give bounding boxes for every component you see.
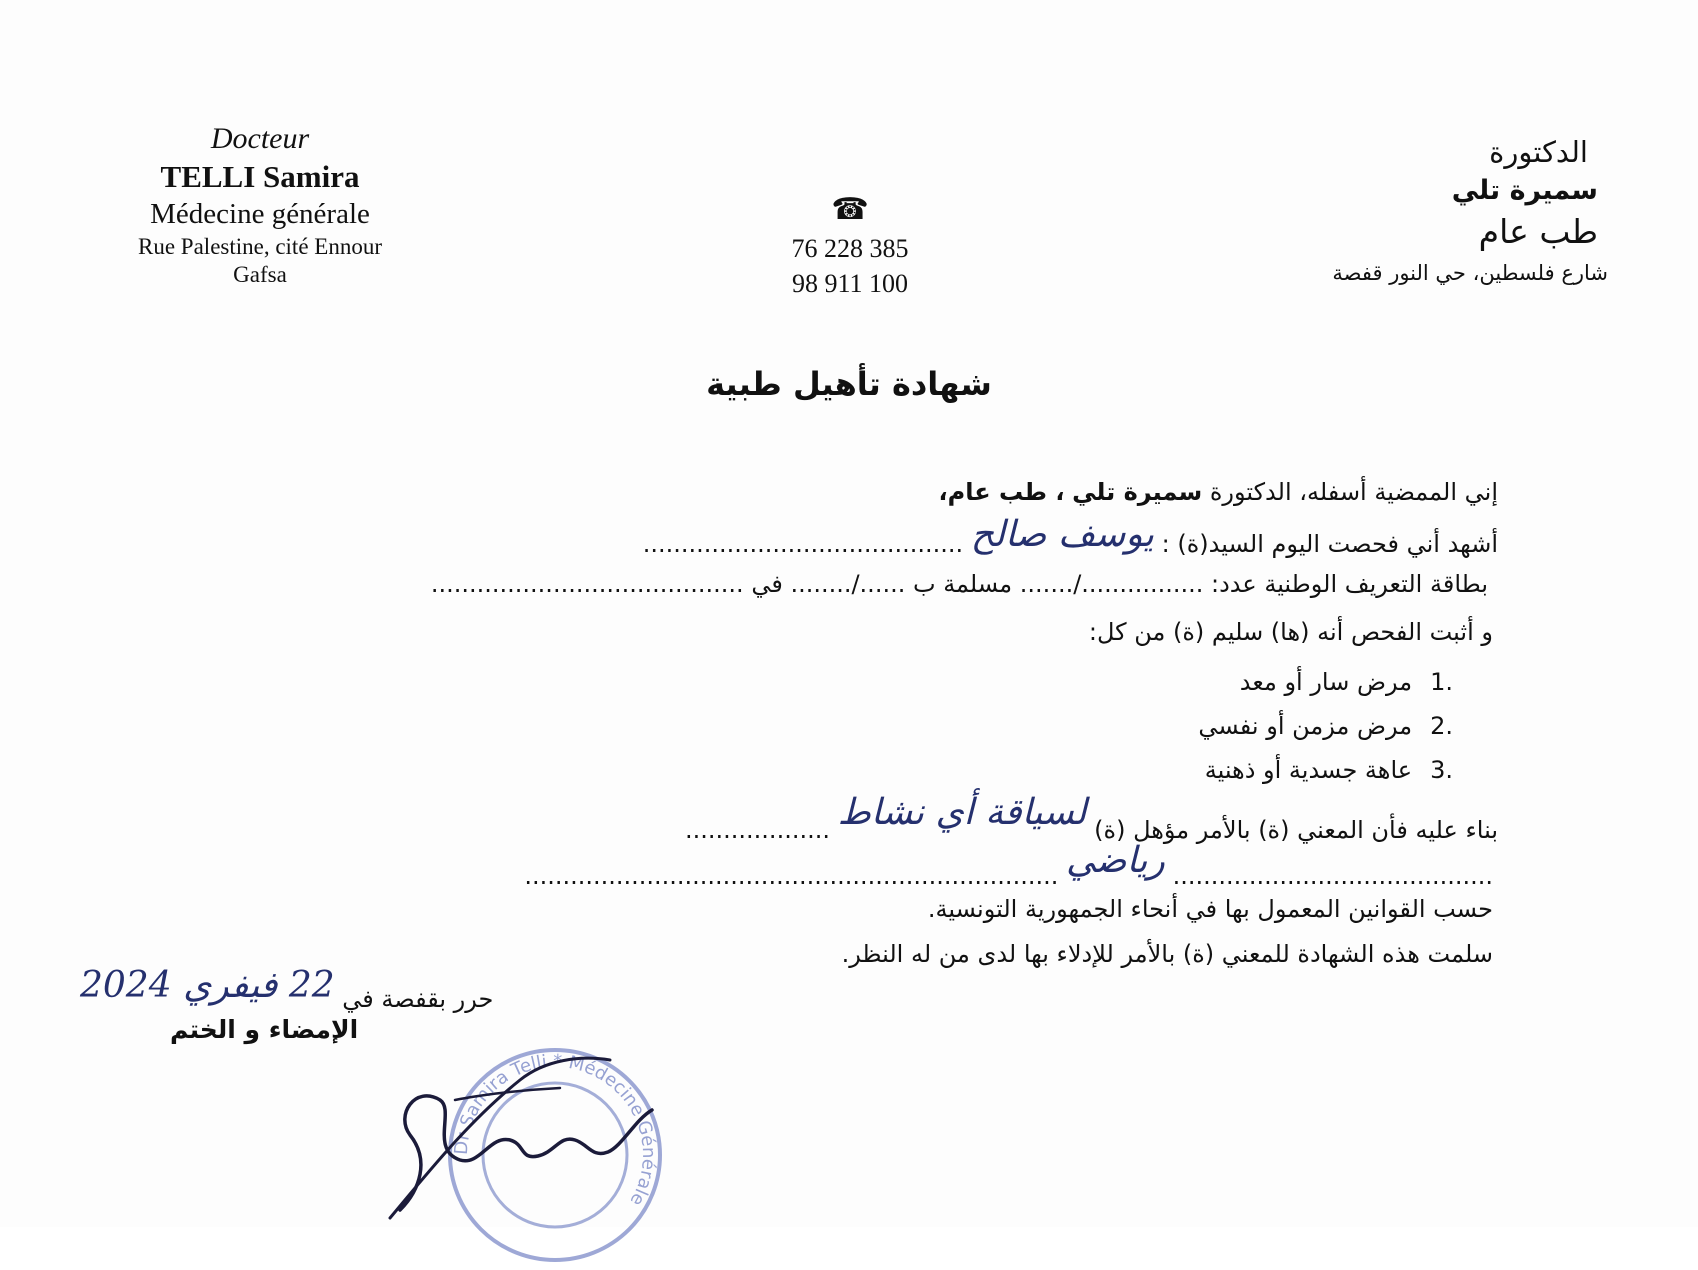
- handwritten-signature: [360, 1040, 660, 1220]
- doctor-specialty-fr: Médecine générale: [150, 198, 370, 231]
- qualification-continuation-line: [524, 840, 1493, 893]
- id-card-label: بطاقة التعريف الوطنية عدد:: [1211, 570, 1488, 598]
- doctor-header-french: [80, 120, 440, 290]
- qualification-text: بناء عليه فأن المعني (ة) بالأمر مؤهل (ة): [1094, 816, 1498, 844]
- dotted-fill: ..........................................: [1172, 862, 1493, 890]
- phone-number-2: 98 911 100: [791, 269, 909, 299]
- legal-reference-line: حسب القوانين المعمول بها في أنحاء الجمهورية التونسية.: [927, 895, 1493, 923]
- declaration-doctor-name: سميرة تلي: [1072, 478, 1203, 506]
- dotted-fill: ....../........: [790, 570, 906, 598]
- doctor-city-fr: Gafsa: [233, 262, 287, 288]
- phone-number-1: 76 228 385: [791, 234, 909, 263]
- examined-person-label: أشهد أني فحصت اليوم السيد(ة) :: [1161, 530, 1498, 558]
- doctor-title-ar: الدكتورة: [1489, 135, 1588, 169]
- telephone-icon: ☎: [831, 193, 869, 226]
- doctor-specialty-ar: طب عام: [1478, 212, 1598, 251]
- declaration-text: إني الممضية أسفله، الدكتورة: [1209, 478, 1498, 506]
- list-item: [1198, 712, 1453, 740]
- list-item-number: 1.: [1430, 668, 1453, 696]
- examined-person-line: [642, 514, 1498, 561]
- issued-on-label: في: [751, 570, 783, 598]
- signature-stamp-label: الإمضاء و الختم: [170, 1015, 359, 1044]
- doctor-name-ar: سميرة تلي: [1451, 175, 1598, 206]
- doctor-header-arabic: [1332, 135, 1608, 285]
- list-item: [1240, 668, 1453, 696]
- patient-name-handwritten: يوسف صالح: [970, 514, 1154, 555]
- list-item-text: عاهة جسدية أو ذهنية: [1204, 756, 1413, 784]
- dotted-fill: ..........................................: [642, 530, 964, 558]
- doctor-address-ar: شارع فلسطين، حي النور قفصة: [1332, 261, 1608, 285]
- list-item-text: مرض مزمن أو نفسي: [1198, 712, 1413, 740]
- certificate-title: شهادة تأهيل طبية: [706, 365, 992, 403]
- issued-at-label: مسلمة ب: [912, 570, 1013, 598]
- list-item-number: 3.: [1430, 756, 1453, 784]
- list-item-text: مرض سار أو معد: [1239, 668, 1413, 696]
- declaration-line: [939, 478, 1498, 506]
- phone-block: [780, 195, 920, 301]
- dotted-fill: ................/.......: [1019, 570, 1204, 598]
- delivery-statement-line: سلمت هذه الشهادة للمعني (ة) بالأمر للإدلاء بها لدى من له النظر.: [841, 940, 1493, 968]
- qualification-handwritten: لسياقة أي نشاط: [837, 792, 1087, 833]
- id-card-line: [431, 570, 1488, 598]
- dotted-fill: .........................................: [430, 570, 744, 598]
- date-handwritten: 22 فيفري 2024: [80, 965, 335, 1006]
- doctor-address-fr: Rue Palestine, cité Ennour: [138, 233, 382, 259]
- place-date-line: [80, 965, 494, 1016]
- list-item: [1205, 756, 1453, 784]
- declaration-specialty: ، طب عام،: [938, 478, 1065, 506]
- stamp-text: Dr Samira Telli * Médecine Générale: [450, 1050, 660, 1210]
- exam-result-line: و أثبت الفحص أنه (ها) سليم (ة) من كل:: [1088, 618, 1493, 646]
- qualification-handwritten-2: رياضي: [1065, 840, 1165, 881]
- dotted-fill: ...................: [685, 816, 830, 844]
- place-date-label: حرر بقفصة في: [342, 985, 494, 1013]
- dotted-fill: ......................................................................: [524, 862, 1059, 890]
- list-item-number: 2.: [1430, 712, 1453, 740]
- doctor-title-fr: Docteur: [210, 122, 310, 155]
- doctor-name-fr: TELLI Samira: [160, 158, 360, 194]
